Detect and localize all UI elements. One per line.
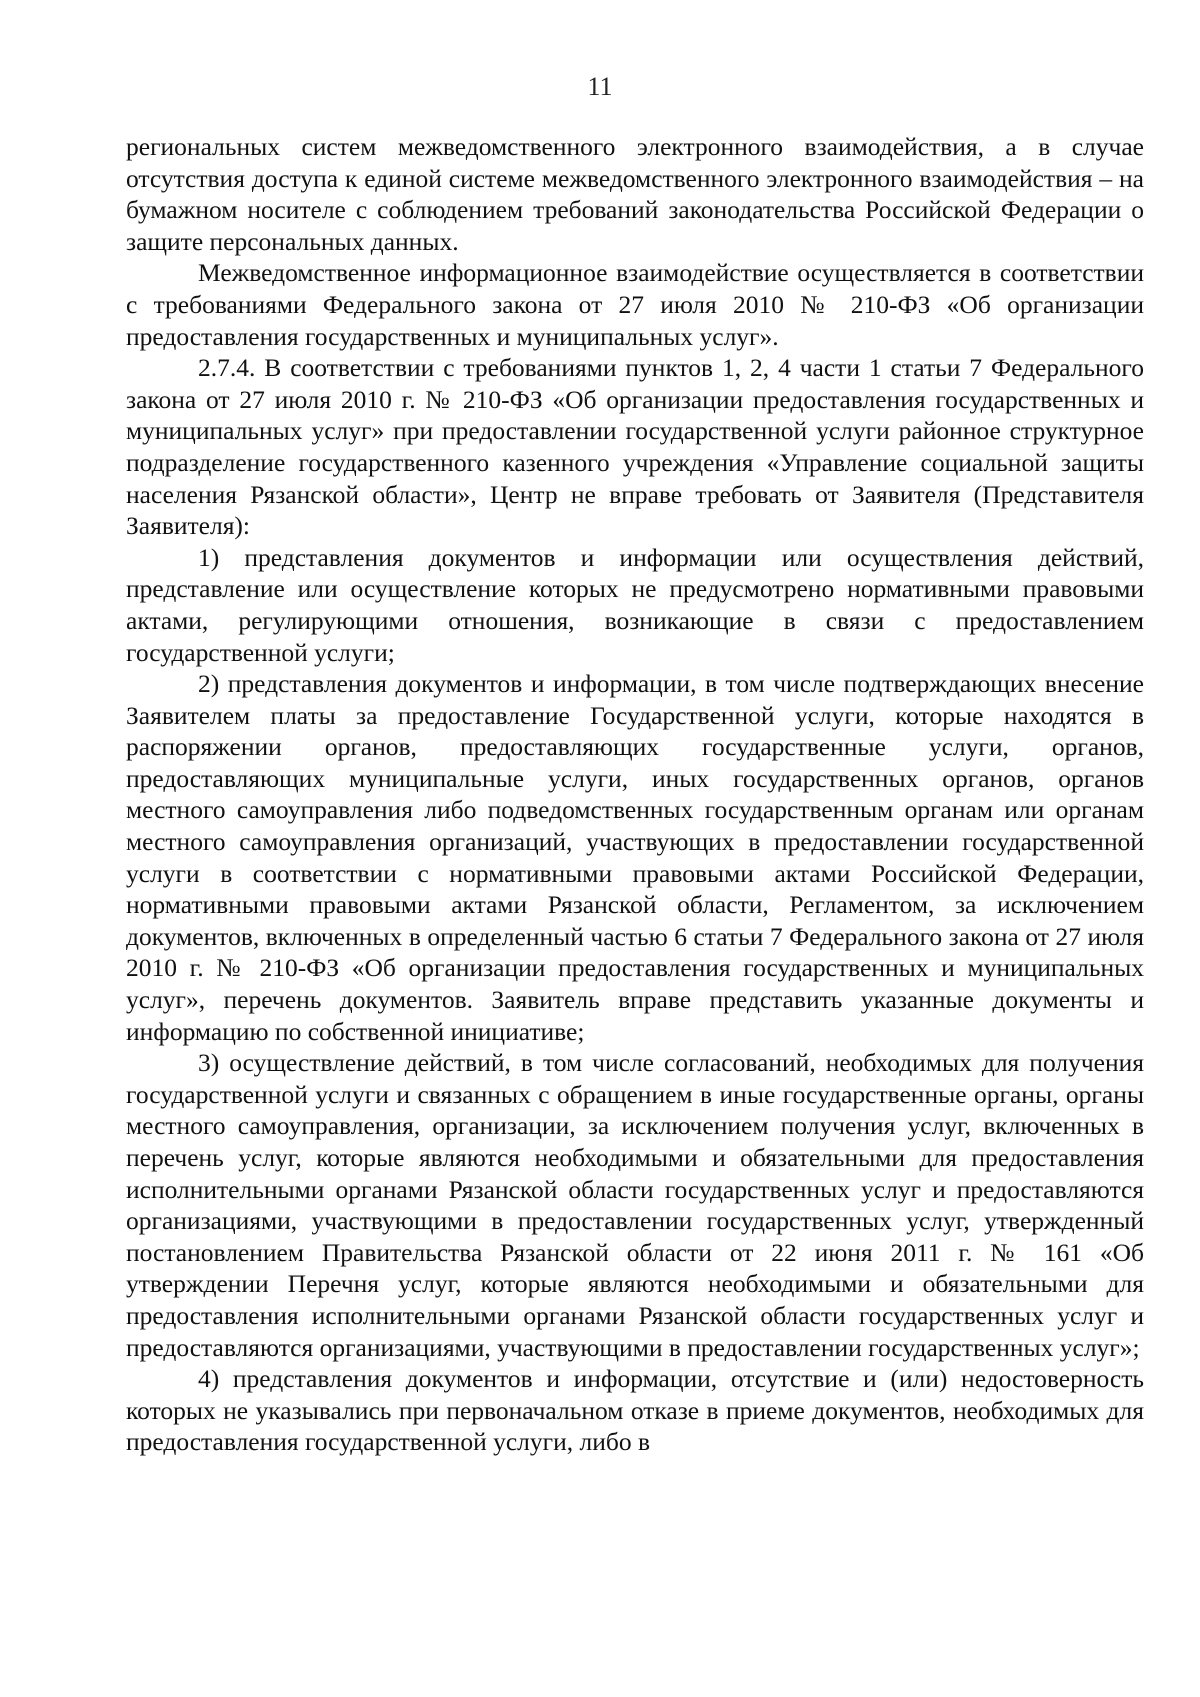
paragraph-continuation: региональных систем межведомственного электронного взаимодействия, а в случае отсутствия доступа к единой системе межведомственного электронного взаимодействия – на бумажном носителе с соблюдением требований законодательства Российской Федерации о защите персональных данных. xyxy=(126,132,1144,256)
list-item-3: 3) осуществление действий, в том числе согласований, необходимых для получения государственной услуги и связанных с обращением в иные государственные органы, органы местного самоуправления, организации, за исключением получения услуг, включенных в перечень услуг, которые являются необходимыми и обязательными для предоставления исполнительными органами Рязанской области государственных услуг и предоставляются организациями, участвующими в предоставлении государственных услуг, утвержденный постановлением Правительства Рязанской области от 22 июня 2011 г. № 161 «Об утверждении Перечня услуг, которые являются необходимыми и обязательными для предоставления исполнительными органами Рязанской области государственных услуг и предоставляются организациями, участвующими в предоставлении государственных услуг»; xyxy=(126,1048,1144,1362)
list-item-4: 4) представления документов и информации, отсутствие и (или) недостоверность которых не указывались при первоначальном отказе в приеме документов, необходимых для предоставления государственной услуги, либо в xyxy=(126,1364,1144,1457)
paragraph-interagency-interaction: Межведомственное информационное взаимодействие осуществляется в соответствии с требованиями Федерального закона от 27 июля 2010 № 210-ФЗ «Об организации предоставления государственных и муниципальных услуг». xyxy=(126,258,1144,351)
document-body xyxy=(126,131,1144,1458)
list-item-1: 1) представления документов и информации или осуществления действий, представление или осуществление которых не предусмотрено нормативными правовыми актами, регулирующими отношения, возникающие в связи с предоставлением государственной услуги; xyxy=(126,542,1144,667)
page-number: 11 xyxy=(587,72,613,101)
list-item-2: 2) представления документов и информации, в том числе подтверждающих внесение Заявителем платы за предоставление Государственной услуги, которые находятся в распоряжении органов, предоставляющих государственные услуги, органов, предоставляющих муниципальные услуги, иных государственных органов, органов местного самоуправления либо подведомственных государственным органам или органам местного самоуправления организаций, участвующих в предоставлении государственной услуги в соответствии с нормативными правовыми актами Российской Федерации, нормативными правовыми актами Рязанской области, Регламентом, за исключением документов, включенных в определенный частью 6 статьи 7 Федерального закона от 27 июля 2010 г. № 210-ФЗ «Об организации предоставления государственных и муниципальных услуг», перечень документов. Заявитель вправе представить указанные документы и информацию по собственной инициативе; xyxy=(126,669,1144,1046)
paragraph-2-7-4: 2.7.4. В соответствии с требованиями пунктов 1, 2, 4 части 1 статьи 7 Федерального закона от 27 июля 2010 г. № 210-ФЗ «Об организации предоставления государственных и муниципальных услуг» при предоставлении государственной услуги районное структурное подразделение государственного казенного учреждения «Управление социальной защиты населения Рязанской области», Центр не вправе требовать от Заявителя (Представителя Заявителя): xyxy=(126,353,1144,541)
